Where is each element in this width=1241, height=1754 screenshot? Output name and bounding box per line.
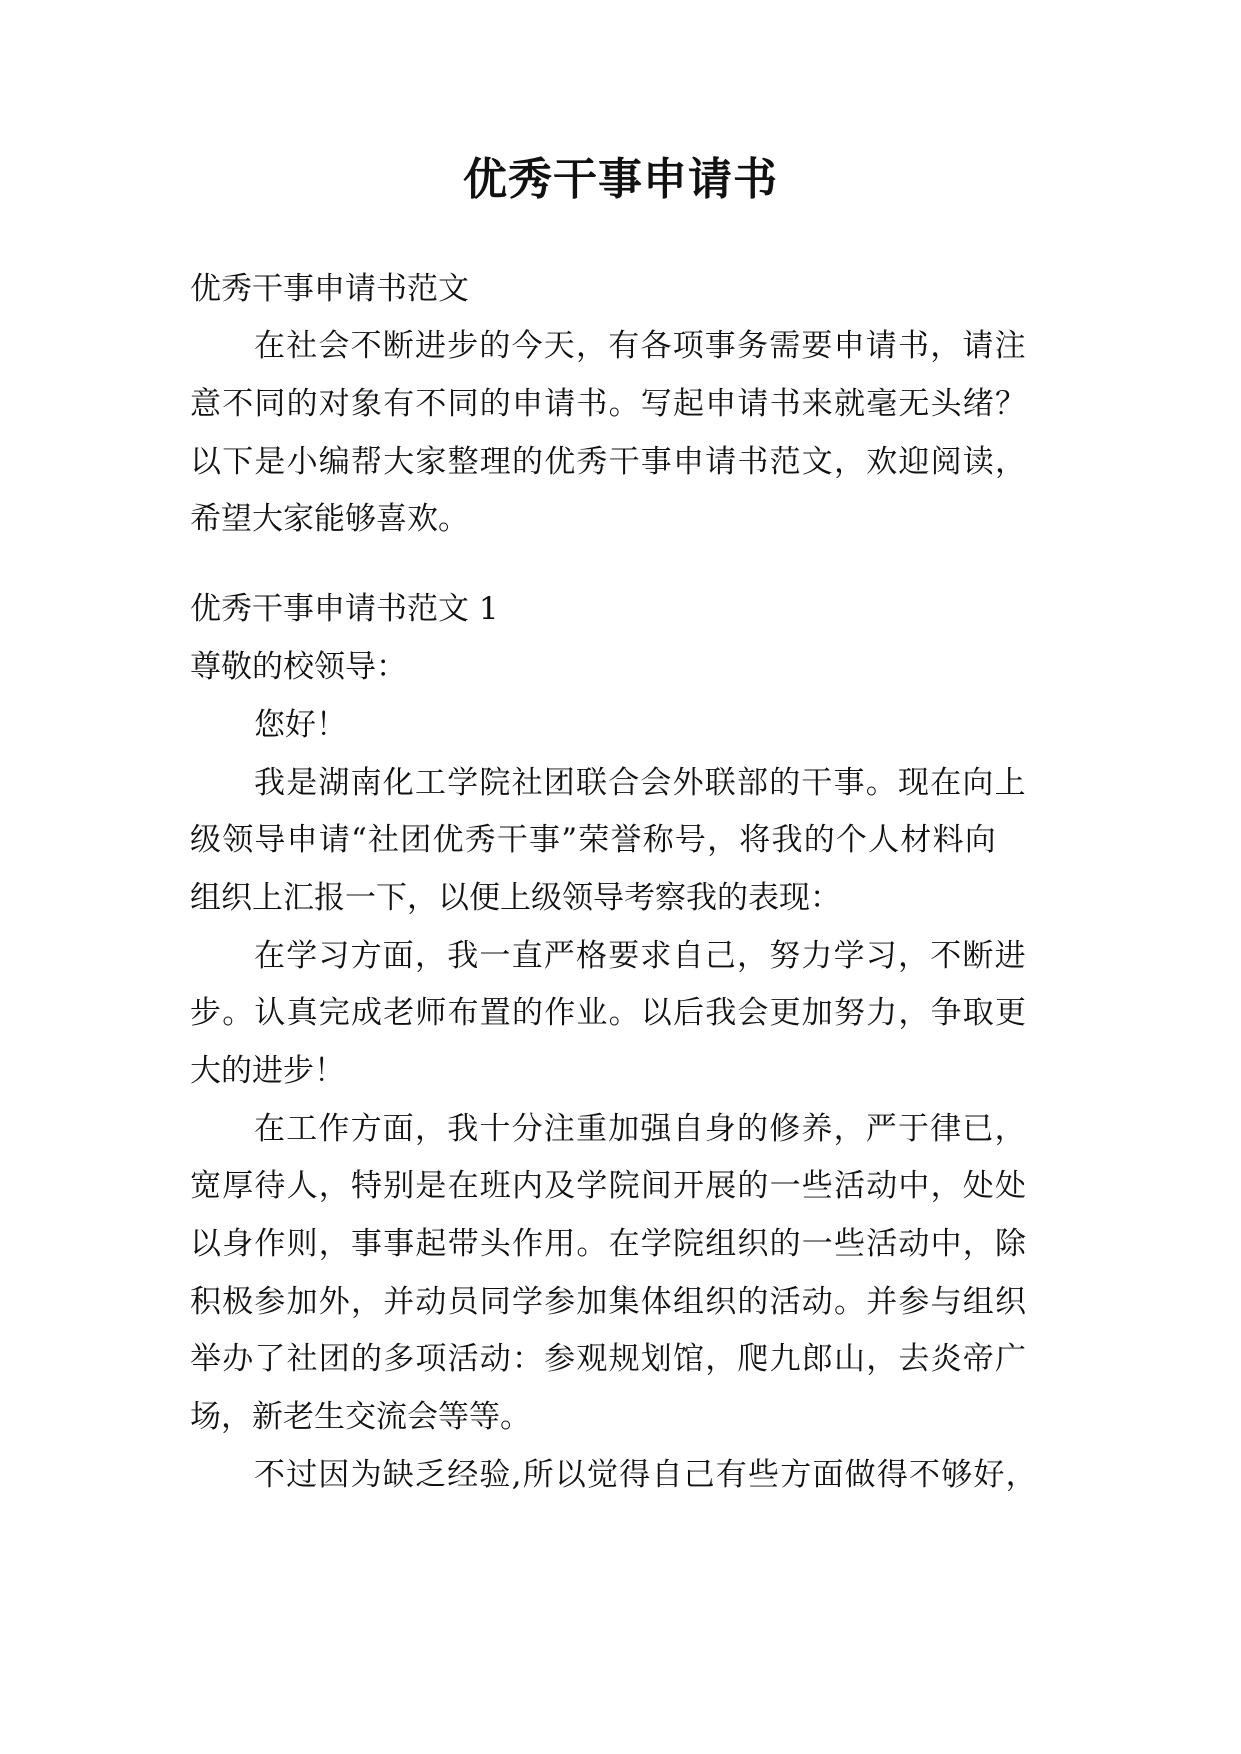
paragraph-line: 我是湖南化工学院社团联合会外联部的干事。现在向上 <box>254 765 1027 801</box>
paragraph-line: 在工作方面，我十分注重加强自身的修养，严于律已， <box>254 1111 1027 1147</box>
document-title: 优秀干事申请书 <box>463 154 778 205</box>
paragraph-line: 以身作则，事事起带头作用。在学院组织的一些活动中，除 <box>190 1226 1028 1262</box>
paragraph-line: 希望大家能够喜欢。 <box>190 501 469 537</box>
paragraph-line: 宽厚待人，特别是在班内及学院间开展的一些活动中，处处 <box>190 1168 1028 1204</box>
paragraph-line: 举办了社团的多项活动：参观规划馆，爬九郎山，去炎帝广 <box>190 1341 1028 1377</box>
section-heading: 优秀干事申请书范文 1 <box>190 591 499 627</box>
section-heading: 优秀干事申请书范文 <box>190 271 469 307</box>
greeting: 您好！ <box>254 707 347 743</box>
paragraph-line: 场，新老生交流会等等。 <box>190 1399 531 1435</box>
paragraph-line: 组织上汇报一下，以便上级领导考察我的表现： <box>190 880 841 916</box>
paragraph-line: 大的进步！ <box>190 1053 345 1089</box>
paragraph-line: 步。认真完成老师布置的作业。以后我会更加努力，争取更 <box>190 995 1028 1031</box>
paragraph-line: 意不同的对象有不同的申请书。写起申请书来就毫无头绪？ <box>190 386 1028 422</box>
paragraph-line: 级领导申请“社团优秀干事”荣誉称号，将我的个人材料向 <box>190 822 997 858</box>
paragraph-line: 在学习方面，我一直严格要求自己，努力学习，不断进 <box>254 938 1027 974</box>
paragraph-line: 积极参加外，并动员同学参加集体组织的活动。并参与组织 <box>190 1284 1028 1320</box>
paragraph-line: 不过因为缺乏经验,所以觉得自己有些方面做得不够好， <box>254 1457 1038 1493</box>
salutation: 尊敬的校领导： <box>190 649 407 685</box>
paragraph-line: 以下是小编帮大家整理的优秀干事申请书范文，欢迎阅读， <box>190 444 1028 480</box>
paragraph-line: 在社会不断进步的今天，有各项事务需要申请书，请注 <box>254 328 1027 364</box>
